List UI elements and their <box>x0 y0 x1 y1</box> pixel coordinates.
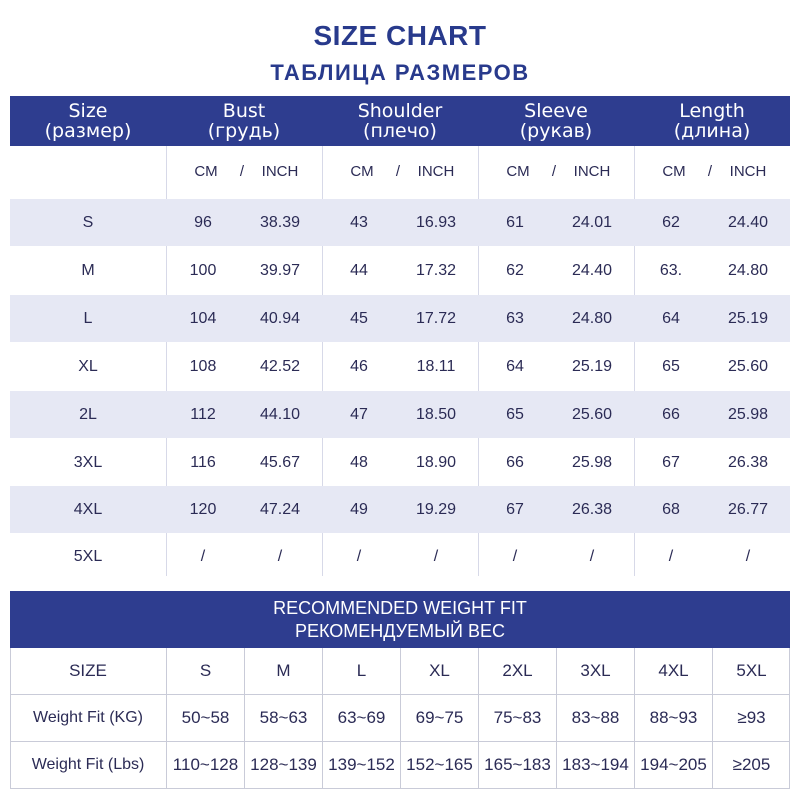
size-row-l <box>10 295 790 342</box>
header-size-en: Size <box>68 100 108 122</box>
weight-size: 4XL <box>634 648 712 694</box>
header-size <box>10 96 166 146</box>
shoulder-inch: / <box>433 548 439 565</box>
weight-size: 2XL <box>478 648 556 694</box>
weight-kg-value: ≥93 <box>712 695 790 741</box>
weight-kg-value: 83~88 <box>556 695 634 741</box>
size-label: 2L <box>79 406 97 423</box>
weight-kg-value: 58~63 <box>244 695 322 741</box>
weight-kg-value: 50~58 <box>166 695 244 741</box>
weight-kg-value: 75~83 <box>478 695 556 741</box>
unit-inch: INCH <box>261 163 299 180</box>
bust-inch: 47.24 <box>259 501 301 518</box>
sleeve-inch: 26.38 <box>571 501 613 518</box>
sleeve-cm: 67 <box>506 501 524 518</box>
size-label: S <box>82 214 94 231</box>
weight-kg-row <box>10 695 790 742</box>
size-row-xl <box>10 343 790 390</box>
sleeve-inch: 25.98 <box>571 454 613 471</box>
header-size-ru: (размер) <box>44 120 132 142</box>
length-cm: 68 <box>662 501 680 518</box>
length-inch: 24.80 <box>727 262 769 279</box>
length-inch: 24.40 <box>727 214 769 231</box>
header-sleeve-en: Sleeve <box>524 100 588 122</box>
sleeve-inch: 25.60 <box>571 406 613 423</box>
weight-kg-label: Weight Fit (KG) <box>33 709 143 726</box>
weight-lbs-value: 139~152 <box>322 742 400 788</box>
weight-size: M <box>244 648 322 694</box>
weight-kg-value: 88~93 <box>634 695 712 741</box>
weight-lbs-row <box>10 742 790 789</box>
length-inch: 25.98 <box>727 406 769 423</box>
shoulder-cm: 45 <box>350 310 368 327</box>
bust-inch: 38.39 <box>259 214 301 231</box>
size-label: XL <box>78 358 98 375</box>
size-chart-title-ru: ТАБЛИЦА РАЗМЕРОВ <box>270 60 530 85</box>
unit-inch: INCH <box>573 163 611 180</box>
bust-cm: 112 <box>190 406 216 423</box>
weight-size: S <box>166 648 244 694</box>
size-label: 3XL <box>73 454 103 471</box>
header-shoulder-en: Shoulder <box>357 100 443 122</box>
size-row-4xl <box>10 486 790 533</box>
bust-inch: 40.94 <box>259 310 301 327</box>
shoulder-inch: 18.50 <box>415 406 457 423</box>
size-row-2l <box>10 391 790 438</box>
shoulder-inch: 17.32 <box>415 262 457 279</box>
shoulder-inch: 19.29 <box>415 501 457 518</box>
unit-inch: INCH <box>417 163 455 180</box>
weight-title-en: RECOMMENDED WEIGHT FIT <box>273 597 527 618</box>
bust-cm: 120 <box>189 501 217 518</box>
size-table-header <box>10 96 790 146</box>
weight-size-row <box>10 648 790 695</box>
weight-kg-value: 63~69 <box>322 695 400 741</box>
length-inch: / <box>745 548 751 565</box>
unit-cm: CM <box>350 163 374 180</box>
sleeve-inch: 24.40 <box>571 262 613 279</box>
length-inch: 25.19 <box>727 310 769 327</box>
length-cm: 62 <box>662 214 680 231</box>
weight-lbs-value: 110~128 <box>166 742 244 788</box>
size-label: 5XL <box>73 548 103 565</box>
size-chart-title: SIZE CHART <box>313 20 487 51</box>
unit-cm: CM <box>506 163 530 180</box>
sleeve-cm: 62 <box>506 262 524 279</box>
unit-separator: / <box>395 163 401 180</box>
length-inch: 26.77 <box>727 501 769 518</box>
shoulder-cm: 49 <box>350 501 368 518</box>
header-sleeve-ru: (рукав) <box>519 120 593 142</box>
header-shoulder <box>322 96 478 146</box>
weight-lbs-value: ≥205 <box>712 742 790 788</box>
weight-size: XL <box>400 648 478 694</box>
bust-inch: 39.97 <box>259 262 301 279</box>
size-row-3xl <box>10 439 790 486</box>
bust-inch: 44.10 <box>259 406 301 423</box>
bust-inch: 45.67 <box>259 454 301 471</box>
weight-table <box>10 648 790 788</box>
bust-cm: / <box>200 548 206 565</box>
sleeve-cm: 63 <box>506 310 524 327</box>
shoulder-cm: 47 <box>350 406 368 423</box>
shoulder-cm: / <box>356 548 362 565</box>
sleeve-cm: 64 <box>506 358 524 375</box>
weight-table-header <box>10 591 790 648</box>
units-row <box>10 146 790 196</box>
size-row-m <box>10 247 790 294</box>
shoulder-inch: 16.93 <box>415 214 457 231</box>
size-label: M <box>81 262 95 279</box>
header-length <box>634 96 790 146</box>
weight-size: 3XL <box>556 648 634 694</box>
size-label: 4XL <box>73 501 103 518</box>
shoulder-cm: 43 <box>350 214 368 231</box>
weight-lbs-value: 183~194 <box>556 742 634 788</box>
length-inch: 25.60 <box>727 358 769 375</box>
size-label: SIZE <box>69 661 107 680</box>
length-inch: 26.38 <box>727 454 769 471</box>
weight-lbs-value: 165~183 <box>478 742 556 788</box>
unit-separator: / <box>707 163 713 180</box>
length-cm: 63. <box>659 262 683 279</box>
weight-lbs-value: 152~165 <box>400 742 478 788</box>
bust-cm: 100 <box>189 262 217 279</box>
length-cm: / <box>668 548 674 565</box>
bust-inch: 42.52 <box>259 358 301 375</box>
length-cm: 64 <box>662 310 680 327</box>
bust-cm: 116 <box>190 454 216 471</box>
size-row-5xl <box>10 533 790 580</box>
weight-size: 5XL <box>712 648 790 694</box>
length-cm: 66 <box>662 406 680 423</box>
shoulder-cm: 48 <box>350 454 368 471</box>
weight-lbs-value: 128~139 <box>244 742 322 788</box>
shoulder-cm: 46 <box>350 358 368 375</box>
weight-lbs-label: Weight Fit (Lbs) <box>31 756 145 773</box>
sleeve-cm: 66 <box>506 454 524 471</box>
unit-cm: CM <box>194 163 218 180</box>
weight-title-ru: РЕКОМЕНДУЕМЫЙ ВЕС <box>294 620 505 641</box>
sleeve-inch: / <box>589 548 595 565</box>
unit-cm: CM <box>662 163 686 180</box>
bust-cm: 108 <box>189 358 217 375</box>
header-bust-ru: (грудь) <box>207 120 281 142</box>
sleeve-inch: 24.01 <box>571 214 613 231</box>
shoulder-inch: 18.11 <box>416 358 456 375</box>
unit-inch: INCH <box>729 163 767 180</box>
unit-separator: / <box>239 163 245 180</box>
header-shoulder-ru: (плечо) <box>363 120 437 142</box>
sleeve-cm: 61 <box>506 214 524 231</box>
weight-size: L <box>322 648 400 694</box>
header-sleeve <box>478 96 634 146</box>
shoulder-cm: 44 <box>350 262 368 279</box>
unit-separator: / <box>551 163 557 180</box>
size-label: L <box>83 310 93 327</box>
weight-kg-value: 69~75 <box>400 695 478 741</box>
length-cm: 67 <box>662 454 680 471</box>
header-bust-en: Bust <box>222 100 266 122</box>
sleeve-inch: 24.80 <box>571 310 613 327</box>
shoulder-inch: 17.72 <box>415 310 457 327</box>
sleeve-inch: 25.19 <box>571 358 613 375</box>
header-length-en: Length <box>679 100 745 122</box>
bust-cm: 96 <box>194 214 212 231</box>
header-bust <box>166 96 322 146</box>
sleeve-cm: 65 <box>506 406 524 423</box>
header-length-ru: (длина) <box>673 120 751 142</box>
bust-inch: / <box>277 548 283 565</box>
sleeve-cm: / <box>512 548 518 565</box>
size-row-s <box>10 199 790 246</box>
weight-lbs-value: 194~205 <box>634 742 712 788</box>
shoulder-inch: 18.90 <box>415 454 457 471</box>
bust-cm: 104 <box>189 310 217 327</box>
length-cm: 65 <box>662 358 680 375</box>
